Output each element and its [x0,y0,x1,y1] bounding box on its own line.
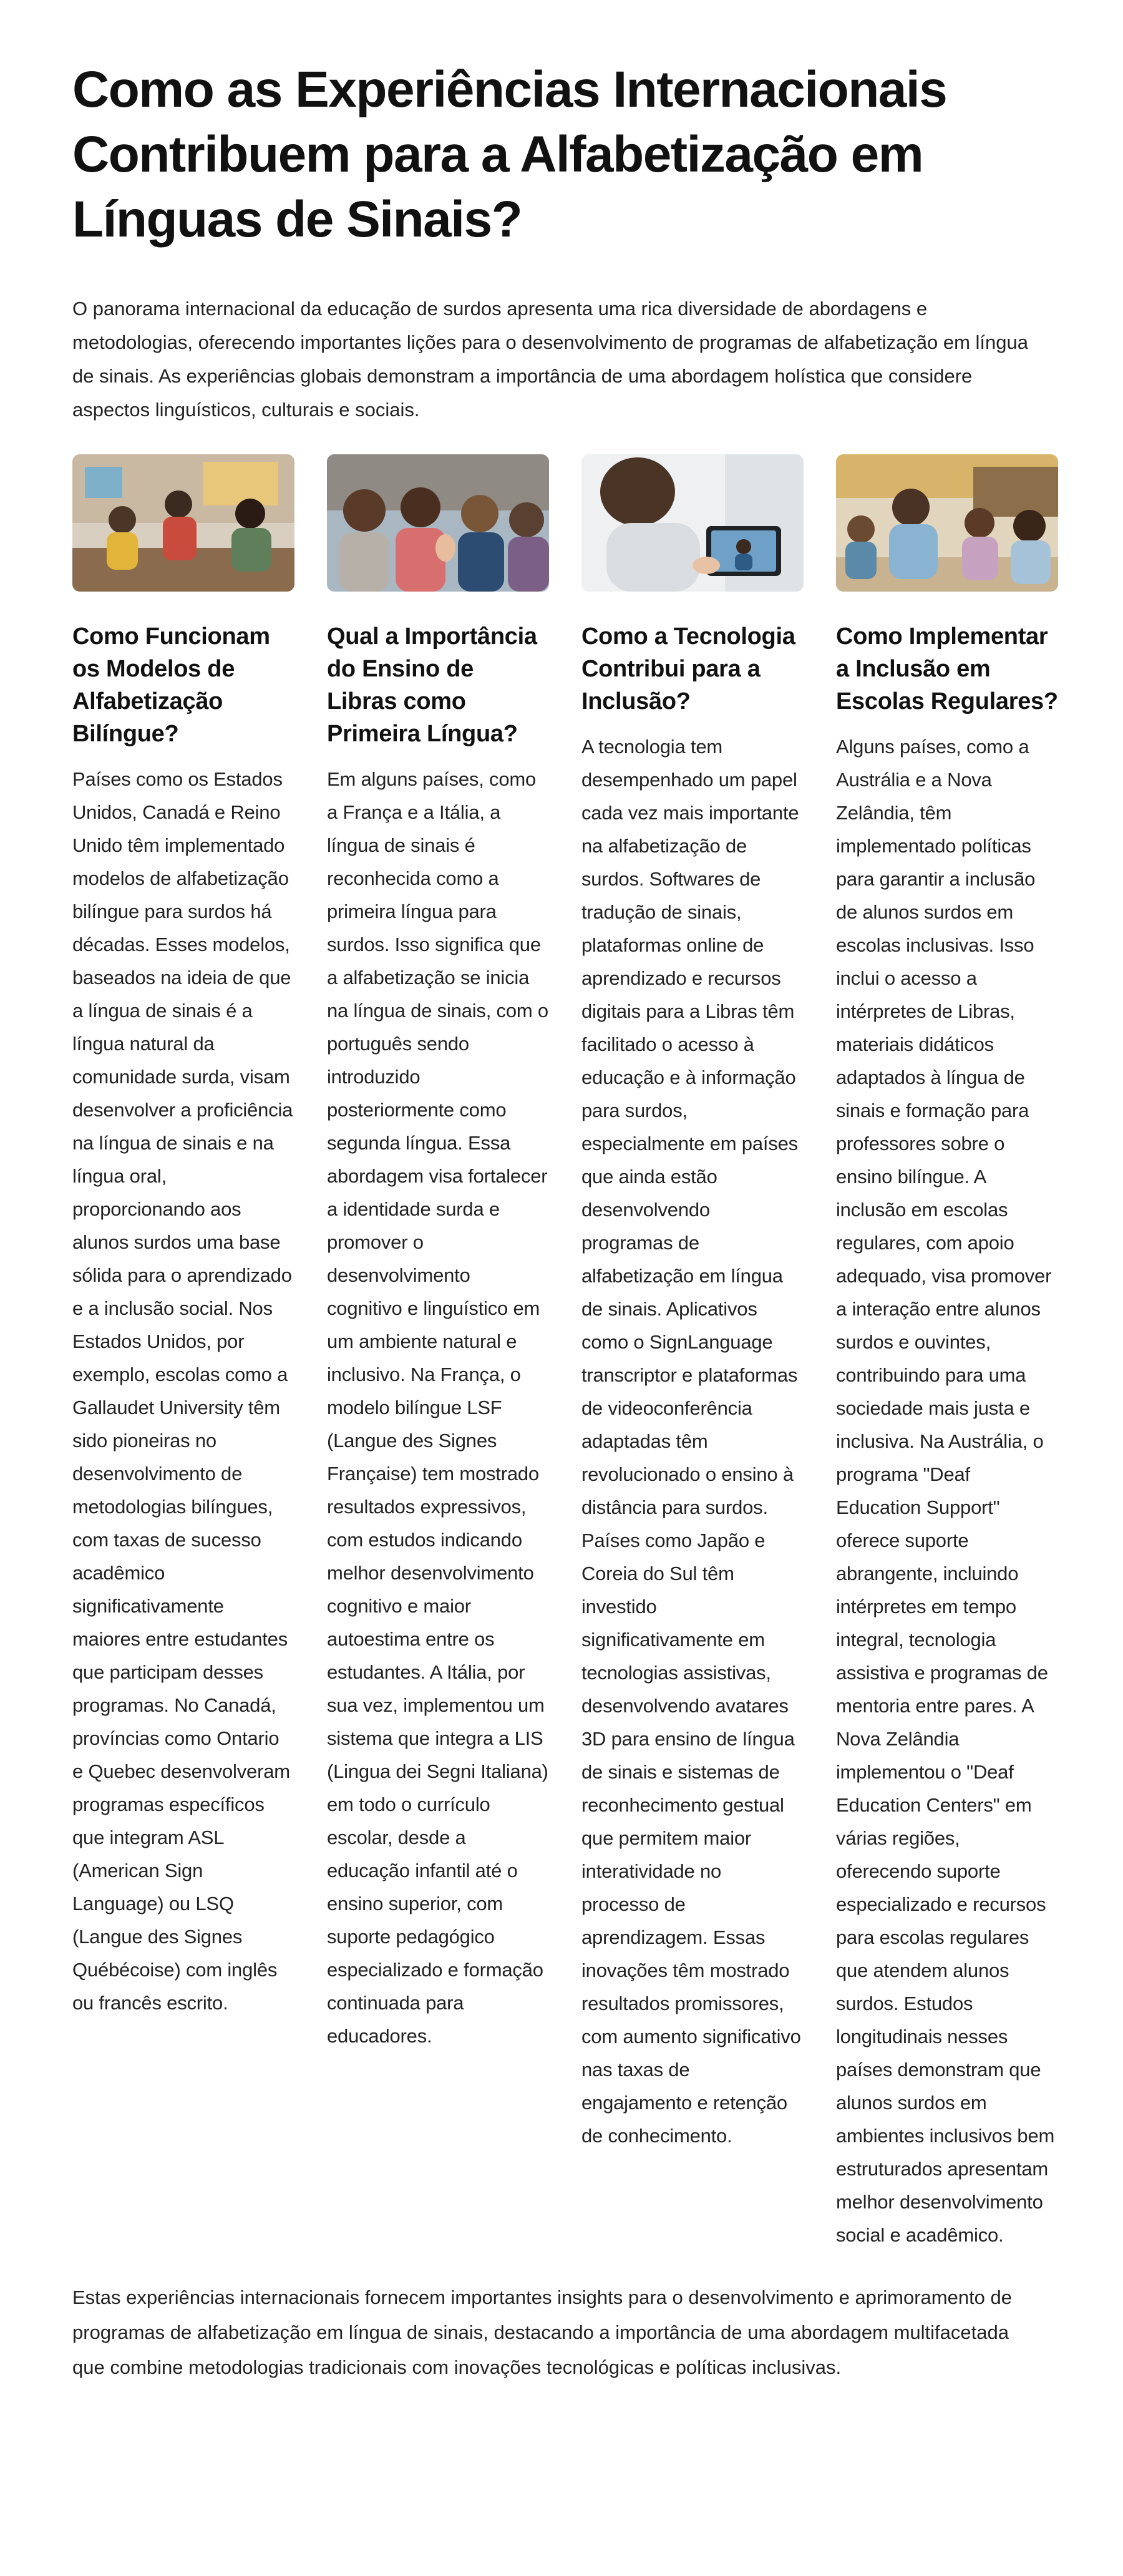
intro-paragraph: O panorama internacional da educação de surdos apresenta uma rica diversidade de abordagens e metodologias, oferecendo importantes lições para o desenvolvimento de programas de alfabetização em língua de sinais. As experiências globais demonstram a importância de uma abordagem holística que considere aspectos linguísticos, culturais e sociais. [72,298,1028,421]
card-libras-first-language [327,454,549,2252]
card-title: Qual a Importância do Ensino de Libras como Primeira Língua? [327,623,537,747]
cards-grid [72,454,1058,2252]
page-title: Como as Experiências Internacionais Contribuem para a Alfabetização em Línguas de Sinais? [72,61,947,248]
card-title: Como Implementar a Inclusão em Escolas Regulares? [836,623,1058,715]
card-inclusion-regular-schools [836,454,1058,2252]
tablet-video-call-photo [581,454,804,592]
card-text: Países como os Estados Unidos, Canadá e Reino Unido têm implementado modelos de alfabetização bilíngue para surdos há décadas. Esses modelos, baseados na ideia de que a língua de sinais é a língua natural da comunidade surda, visam desenvolver a proficiência na língua de sinais e na língua oral, proporcionando aos alunos surdos uma base sólida para o aprendizado e a inclusão social. Nos Estados Unidos, por exemplo, escolas como a Gallaudet University têm sido pioneiras no desenvolvimento de metodologias bilíngues, com taxas de sucesso acadêmico significativamente maiores entre estudantes que participam desses programas. No Canadá, províncias como Ontario e Quebec desenvolveram programas específicos que integram ASL (American Sign Language) ou LSQ (Langue des Signes Québécoise) com inglês ou francês escrito. [72,768,293,2014]
card-text: Alguns países, como a Austrália e a Nova Zelândia, têm implementado políticas para garantir a inclusão de alunos surdos em escolas inclusivas. Isso inclui o acesso a intérpretes de Libras, materiais didáticos adaptados à língua de sinais e formação para professores sobre o ensino bilíngue. A inclusão em escolas regulares, com apoio adequado, visa promover a interação entre alunos surdos e ouvintes, contribuindo para uma sociedade mais justa e inclusiva. Na Austrália, o programa "Deaf Education Support" oferece suporte abrangente, incluindo intérpretes em tempo integral, tecnologia assistiva e programas de mentoria entre pares. A Nova Zelândia implementou o "Deaf Education Centers" em várias regiões, oferecendo suporte especializado e recursos para escolas regulares que atendem alunos surdos. Estudos longitudinais nesses países demonstram que alunos surdos em ambientes inclusivos bem estruturados apresentam melhor desenvolvimento social e acadêmico. [836,736,1055,2246]
card-text: Em alguns países, como a França e a Itália, a língua de sinais é reconhecida como a primeira língua para surdos. Isso significa que a alfabetização se inicia na língua de sinais, com o português sendo introduzido posteriormente como segunda língua. Essa abordagem visa fortalecer a identidade surda e promover o desenvolvimento cognitivo e linguístico em um ambiente natural e inclusivo. Na França, o modelo bilíngue LSF (Langue des Signes Française) tem mostrado resultados expressivos, com estudos indicando melhor desenvolvimento cognitivo e maior autoestima entre os estudantes. A Itália, por sua vez, implementou um sistema que integra a LIS (Lingua dei Segni Italiana) em todo o currículo escolar, desde a educação infantil até o ensino superior, com suporte pedagógico especializado e formação continuada para educadores. [327,768,548,2047]
teacher-students-table-photo [836,454,1058,592]
card-title: Como Funcionam os Modelos de Alfabetização Bilíngue? [72,623,270,747]
closing-paragraph: Estas experiências internacionais fornecem importantes insights para o desenvolvimento e aprimoramento de programas de alfabetização em língua de sinais, destacando a importância de uma abordagem multifacetada que combine metodologias tradicionais com inovações tecnológicas e políticas inclusivas. [72,2286,1013,2378]
card-technology-inclusion [581,454,804,2252]
classroom-children-teacher-photo [72,454,294,592]
card-bilingual-models [72,454,294,2252]
children-signing-photo [327,454,549,592]
card-title: Como a Tecnologia Contribui para a Inclusão? [581,623,795,715]
card-text: A tecnologia tem desempenhado um papel cada vez mais importante na alfabetização de surdos. Softwares de tradução de sinais, plataformas online de aprendizado e recursos digitais para a Libras têm facilitado o acesso à educação e à informação para surdos, especialmente em países que ainda estão desenvolvendo programas de alfabetização em língua de sinais. Aplicativos como o SignLanguage transcriptor e plataformas de videoconferência adaptadas têm revolucionado o ensino à distância para surdos. Países como Japão e Coreia do Sul têm investido significativamente em tecnologias assistivas, desenvolvendo avatares 3D para ensino de língua de sinais e sistemas de reconhecimento gestual que permitem maior interatividade no processo de aprendizagem. Essas inovações têm mostrado resultados promissores, com aumento significativo nas taxas de engajamento e retenção de conhecimento. [581,736,801,2147]
